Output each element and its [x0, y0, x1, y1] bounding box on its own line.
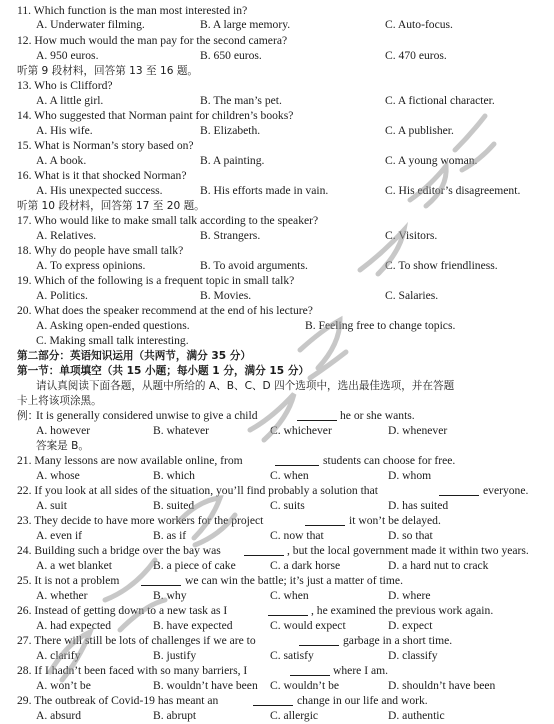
text-segment: garbage in a short time.: [343, 634, 453, 647]
text-line: [0, 664, 554, 679]
text-line: [0, 394, 554, 409]
text-segment: A. even if: [36, 529, 83, 542]
text-line: [0, 34, 554, 49]
text-segment: C. His editor’s disagreement.: [385, 184, 521, 197]
text-segment: 听第 10 段材料，回答第 17 至 20 题。: [17, 200, 205, 212]
text-segment: A. Underwater filming.: [36, 18, 145, 31]
text-line: [0, 4, 554, 19]
text-segment: A. whether: [36, 589, 88, 602]
text-segment: A. suit: [36, 499, 67, 512]
text-line: [0, 574, 554, 589]
text-segment: A. clarify: [36, 649, 81, 662]
text-segment: C. Salaries.: [385, 289, 439, 302]
text-segment: 29. The outbreak of Covid-19 has meant an: [17, 694, 219, 707]
text-segment: he or she wants.: [340, 409, 415, 422]
text-line: [0, 469, 554, 484]
text-line: [0, 619, 554, 634]
text-line: [0, 529, 554, 544]
answer-blank: [141, 574, 181, 586]
text-segment: A. To express opinions.: [36, 259, 146, 272]
text-segment: C. a dark horse: [270, 559, 341, 572]
text-segment: C. Visitors.: [385, 229, 438, 242]
answer-blank: [253, 694, 293, 706]
text-segment: B. whatever: [153, 424, 210, 437]
text-segment: D. shouldn’t have been: [388, 679, 496, 692]
text-segment: 12. How much would the man pay for the second camera?: [17, 34, 288, 47]
text-segment: C. when: [270, 589, 309, 602]
text-line: [0, 379, 554, 394]
text-segment: D. a hard nut to crack: [388, 559, 489, 572]
text-segment: C. satisfy: [270, 649, 314, 662]
text-segment: C. A young woman.: [385, 154, 478, 167]
text-segment: A. A book.: [36, 154, 87, 167]
text-segment: B. have expected: [153, 619, 233, 632]
text-segment: A. whose: [36, 469, 80, 482]
text-line: [0, 499, 554, 514]
text-segment: D. has suited: [388, 499, 449, 512]
text-segment: 23. They decide to have more workers for the project: [17, 514, 264, 527]
text-segment: C. A fictional character.: [385, 94, 495, 107]
text-segment: B. abrupt: [153, 709, 197, 722]
text-line: [0, 169, 554, 184]
answer-blank: [305, 514, 345, 526]
text-segment: 20. What does the speaker recommend at the end of his lecture?: [17, 304, 313, 317]
text-segment: 25. It is not a problem: [17, 574, 120, 587]
text-segment: 答案是 B。: [36, 440, 90, 452]
text-segment: B. Strangers.: [200, 229, 261, 242]
text-segment: C. wouldn’t be: [270, 679, 340, 692]
text-line: [0, 18, 554, 33]
text-segment: A. Relatives.: [36, 229, 97, 242]
text-line: [0, 139, 554, 154]
text-line: [0, 49, 554, 64]
text-segment: D. classify: [388, 649, 438, 662]
text-line: [0, 544, 554, 559]
text-segment: B. why: [153, 589, 187, 602]
text-line: [0, 214, 554, 229]
text-segment: C. when: [270, 469, 309, 482]
text-segment: B. A painting.: [200, 154, 265, 167]
text-line: [0, 694, 554, 709]
text-line: [0, 364, 554, 379]
text-segment: 21. Many lessons are now available online, from: [17, 454, 243, 467]
text-segment: change in our life and work.: [297, 694, 428, 707]
text-segment: C. now that: [270, 529, 324, 542]
text-segment: 卡上将该项涂黑。: [17, 395, 102, 407]
text-segment: A. had expected: [36, 619, 112, 632]
text-segment: A. Politics.: [36, 289, 88, 302]
text-segment: B. which: [153, 469, 195, 482]
text-segment: B. A large memory.: [200, 18, 291, 31]
text-line: [0, 184, 554, 199]
text-line: [0, 634, 554, 649]
text-segment: It is generally considered unwise to give a child: [36, 409, 258, 422]
text-segment: 15. What is Norman’s story based on?: [17, 139, 194, 152]
text-segment: 17. Who would like to make small talk according to the speaker?: [17, 214, 319, 227]
text-line: [0, 319, 554, 334]
text-line: [0, 349, 554, 364]
text-line: [0, 229, 554, 244]
text-segment: 请认真阅读下面各题，从题中所给的 A、B、C、D 四个选项中，选出最佳选项，并在答题: [36, 380, 455, 392]
text-segment: D. whom: [388, 469, 432, 482]
text-segment: A. however: [36, 424, 91, 437]
text-segment: 11. Which function is the man most interested in?: [17, 4, 248, 17]
text-segment: 22. If you look at all sides of the situation, you’ll find probably a solution that: [17, 484, 378, 497]
text-segment: B. a piece of cake: [153, 559, 236, 572]
text-line: [0, 244, 554, 259]
text-line: [0, 109, 554, 124]
answer-blank: [244, 544, 284, 556]
text-segment: 听第 9 段材料，回答第 13 至 16 题。: [17, 65, 199, 77]
text-segment: B. To avoid arguments.: [200, 259, 308, 272]
text-segment: B. His efforts made in vain.: [200, 184, 329, 197]
text-line: [0, 514, 554, 529]
text-segment: B. 650 euros.: [200, 49, 262, 62]
text-line: [0, 559, 554, 574]
text-line: [0, 94, 554, 109]
text-line: [0, 199, 554, 214]
text-segment: everyone.: [483, 484, 529, 497]
answer-blank: [268, 604, 308, 616]
text-line: [0, 304, 554, 319]
text-line: [0, 289, 554, 304]
text-segment: 第一节：单项填空（共 15 小题；每小题 1 分，满分 15 分）: [17, 365, 310, 377]
text-segment: D. so that: [388, 529, 433, 542]
text-segment: B. suited: [153, 499, 195, 512]
text-segment: D. expect: [388, 619, 433, 632]
text-line: [0, 409, 554, 424]
text-segment: students can choose for free.: [323, 454, 456, 467]
text-segment: 18. Why do people have small talk?: [17, 244, 184, 257]
text-segment: B. as if: [153, 529, 187, 542]
text-line: [0, 259, 554, 274]
text-segment: A. absurd: [36, 709, 82, 722]
text-segment: A. His wife.: [36, 124, 93, 137]
text-segment: C. suits: [270, 499, 305, 512]
text-line: [0, 679, 554, 694]
text-segment: B. justify: [153, 649, 197, 662]
text-segment: C. allergic: [270, 709, 319, 722]
text-line: [0, 439, 554, 454]
text-line: [0, 64, 554, 79]
answer-blank: [275, 454, 319, 466]
answer-blank: [439, 484, 479, 496]
text-segment: 13. Who is Clifford?: [17, 79, 113, 92]
text-segment: A. won’t be: [36, 679, 91, 692]
text-segment: we can win the battle; it’s just a matter of time.: [185, 574, 403, 587]
text-segment: A. 950 euros.: [36, 49, 99, 62]
text-segment: A. a wet blanket: [36, 559, 112, 572]
text-segment: C. Auto-focus.: [385, 18, 453, 31]
answer-blank: [290, 664, 330, 676]
text-line: [0, 649, 554, 664]
text-segment: where I am.: [333, 664, 389, 677]
text-segment: A. Asking open-ended questions.: [36, 319, 190, 332]
text-line: [0, 589, 554, 604]
text-line: [0, 79, 554, 94]
text-line: [0, 274, 554, 289]
text-segment: D. authentic: [388, 709, 445, 722]
text-segment: C. A publisher.: [385, 124, 454, 137]
text-segment: D. where: [388, 589, 431, 602]
text-segment: B. The man’s pet.: [200, 94, 282, 107]
text-segment: 第二部分：英语知识运用（共两节，满分 35 分）: [17, 350, 251, 362]
text-segment: 27. There will still be lots of challenges if we are to: [17, 634, 256, 647]
text-segment: D. whenever: [388, 424, 448, 437]
text-segment: A. A little girl.: [36, 94, 104, 107]
text-segment: A. His unexpected success.: [36, 184, 163, 197]
text-line: [0, 334, 554, 349]
text-segment: C. whichever: [270, 424, 332, 437]
text-segment: 26. Instead of getting down to a new task as I: [17, 604, 228, 617]
text-segment: B. Elizabeth.: [200, 124, 261, 137]
text-segment: it won’t be delayed.: [349, 514, 441, 527]
text-segment: 16. What is it that shocked Norman?: [17, 169, 187, 182]
text-line: [0, 604, 554, 619]
text-segment: 14. Who suggested that Norman paint for children’s books?: [17, 109, 294, 122]
text-segment: B. wouldn’t have been: [153, 679, 258, 692]
text-segment: C. would expect: [270, 619, 346, 632]
text-segment: B. Movies.: [200, 289, 252, 302]
text-segment: 28. If I hadn’t been faced with so many barriers, I: [17, 664, 248, 677]
text-segment: B. Feeling free to change topics.: [305, 319, 456, 332]
answer-blank: [299, 634, 339, 646]
text-line: [0, 454, 554, 469]
text-line: [0, 124, 554, 139]
answer-blank: [297, 409, 337, 421]
text-line: [0, 484, 554, 499]
text-segment: , but the local government made it within two years.: [287, 544, 529, 557]
text-line: [0, 154, 554, 169]
text-segment: 19. Which of the following is a frequent topic in small talk?: [17, 274, 295, 287]
text-line: [0, 709, 554, 724]
text-segment: 24. Building such a bridge over the bay was: [17, 544, 221, 557]
text-segment: C. 470 euros.: [385, 49, 447, 62]
text-segment: C. To show friendliness.: [385, 259, 498, 272]
text-segment: , he examined the previous work again.: [311, 604, 494, 617]
text-segment: C. Making small talk interesting.: [36, 334, 189, 347]
text-line: [0, 424, 554, 439]
text-segment: 例：: [17, 410, 39, 422]
